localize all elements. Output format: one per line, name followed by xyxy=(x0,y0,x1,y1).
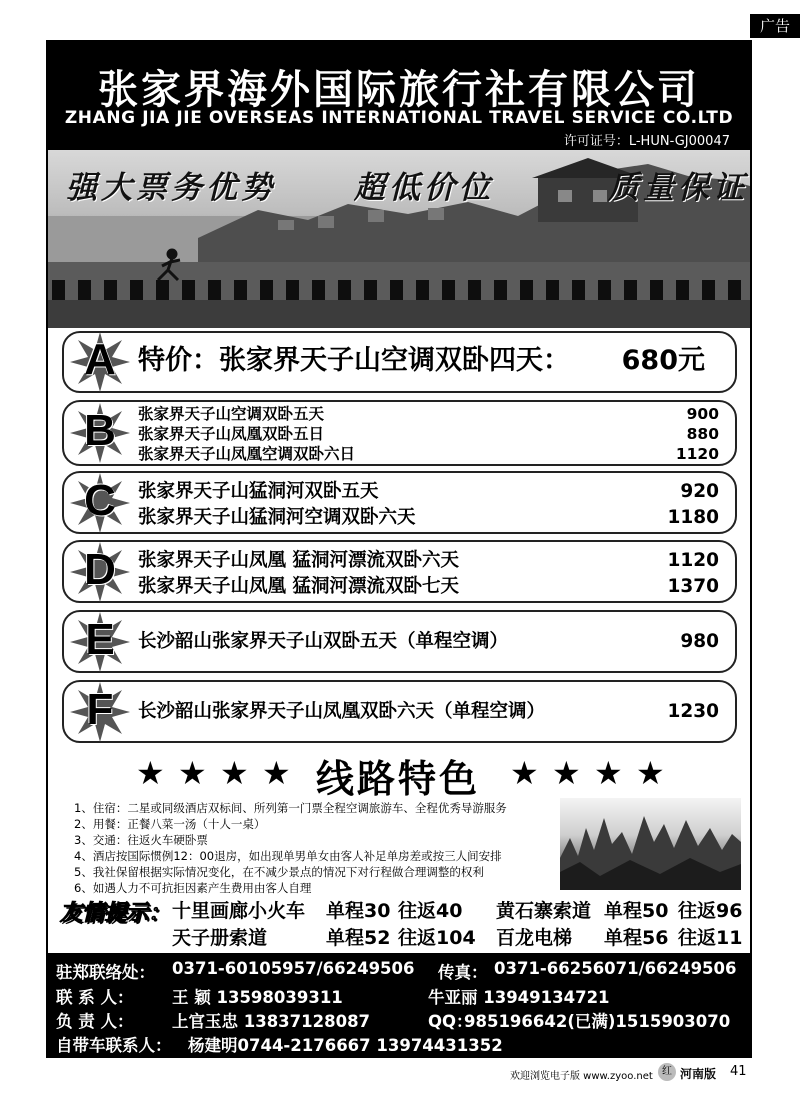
route-name: 张家界天子山凤凰 猛洞河漂流双卧六天 xyxy=(138,550,459,571)
edition-label: 河南版 xyxy=(680,1067,717,1081)
tip-oneway: 单程50 xyxy=(604,900,669,922)
slogan-price: 超低价位 xyxy=(354,170,494,206)
welcome-text: 欢迎浏览电子版 www.zyoo.net xyxy=(510,1071,653,1082)
tip-name: 黄石寨索道 xyxy=(496,900,592,922)
manager: 上官玉忠 13837128087 xyxy=(172,1012,371,1031)
fax-number: 0371-66256071/66249506 xyxy=(494,959,737,978)
route-price: 1120 xyxy=(667,550,719,571)
feature-item: 5、我社保留根据实际情况变化，在不减少景点的情况下对行程做合理调整的权利 xyxy=(74,865,484,879)
route-name: 张家界天子山凤凰双卧五日 xyxy=(138,425,325,443)
page-number: 41 xyxy=(730,1064,747,1079)
star-icon: ★ xyxy=(594,754,623,792)
office-phone: 0371-60105957/66249506 xyxy=(172,959,415,978)
feature-item: 6、如遇人力不可抗拒因素产生费用由客人自理 xyxy=(74,881,312,895)
tip-name: 百龙电梯 xyxy=(496,927,573,949)
edition-badge-icon: 红 xyxy=(658,1063,676,1081)
route-price: 1120 xyxy=(675,445,719,463)
footer xyxy=(430,1060,760,1086)
tip-oneway: 单程56 xyxy=(604,927,669,949)
tip-oneway: 单程52 xyxy=(326,927,391,949)
package-letter: E xyxy=(85,614,115,664)
scenic-banner xyxy=(48,150,750,328)
star-icon: ★ xyxy=(220,754,249,792)
package-f xyxy=(62,680,737,743)
driver-contact: 杨建明0744-2176667 13974431352 xyxy=(188,1036,503,1055)
feature-item: 4、酒店按国际惯例12：00退房，如出现单男单女由客人补足单房差或按三人间安排 xyxy=(74,849,502,863)
package-letter: A xyxy=(84,335,116,384)
fax-label: 传真： xyxy=(438,963,488,982)
contact-person-2: 牛亚丽 13949134721 xyxy=(428,988,610,1007)
star-icon: ★ xyxy=(510,754,539,792)
driver-label: 自带车联系人： xyxy=(56,1036,172,1055)
route-price: 880 xyxy=(686,425,719,443)
features-heading xyxy=(48,748,750,801)
route-name: 张家界天子山猛洞河空调双卧六天 xyxy=(138,507,416,528)
package-b xyxy=(62,400,737,466)
star-icon: ★ xyxy=(178,754,207,792)
contact-label: 联 系 人： xyxy=(56,988,134,1007)
tip-return: 往返11 xyxy=(678,927,743,949)
route-price: 1370 xyxy=(667,576,719,597)
package-letter: C xyxy=(84,475,116,525)
tips-label: 友情提示： xyxy=(60,901,171,926)
qq-label: QQ： xyxy=(428,1012,473,1031)
route-name: 张家界天子山猛洞河双卧五天 xyxy=(138,481,379,502)
feature-item: 1、住宿：二星或同级酒店双标间、所列第一门票全程空调旅游车、全程优秀导游服务 xyxy=(74,801,507,815)
tip-name: 天子册索道 xyxy=(172,927,268,949)
package-a xyxy=(62,331,737,393)
package-e xyxy=(62,610,737,673)
star-icon: ★ xyxy=(636,754,665,792)
route-name: 特价：张家界天子山空调双卧四天： xyxy=(138,345,570,376)
package-d xyxy=(62,540,737,603)
package-letter: F xyxy=(86,684,114,734)
header xyxy=(48,42,750,150)
star-icon: ★ xyxy=(552,754,581,792)
route-name: 张家界天子山空调双卧五天 xyxy=(138,405,325,423)
package-letter: D xyxy=(84,544,116,594)
qq-number: 985196642(已满)1515903070 xyxy=(464,1012,731,1031)
slogan-ticket: 强大票务优势 xyxy=(66,170,276,206)
slogan-quality: 质量保证 xyxy=(608,170,748,206)
route-name: 长沙韶山张家界天子山双卧五天（单程空调） xyxy=(138,631,509,652)
route-name: 张家界天子山凤凰空调双卧六日 xyxy=(138,445,356,463)
features-list xyxy=(74,800,564,896)
route-price: 680元 xyxy=(621,345,705,376)
tip-name: 十里画廊小火车 xyxy=(172,900,306,922)
contact-person-1: 王 颖 13598039311 xyxy=(172,988,343,1007)
mountain-photo xyxy=(560,798,741,890)
route-price: 980 xyxy=(680,631,719,652)
contact-block xyxy=(48,953,750,1056)
feature-item: 2、用餐：正餐八菜一汤（十人一桌） xyxy=(74,817,266,831)
company-name-cn: 张家界海外国际旅行社有限公司 xyxy=(98,67,700,113)
office-label: 驻郑联络处： xyxy=(56,963,155,982)
tip-return: 往返104 xyxy=(398,927,476,949)
feature-item: 3、交通：往返火车硬卧票 xyxy=(74,833,208,847)
route-name: 张家界天子山凤凰 猛洞河漂流双卧七天 xyxy=(138,576,459,597)
route-price: 920 xyxy=(680,481,719,502)
company-name-en: ZHANG JIA JIE OVERSEAS INTERNATIONAL TRAVEL SERVICE CO.LTD xyxy=(64,108,734,128)
route-price: 900 xyxy=(686,405,719,423)
route-name: 长沙韶山张家界天子山凤凰双卧六天（单程空调） xyxy=(138,701,546,722)
route-price: 1230 xyxy=(667,701,719,722)
features-title: 线路特色 xyxy=(316,757,481,801)
star-icon: ★ xyxy=(262,754,291,792)
mountain-peaks-illustration xyxy=(560,798,741,890)
tip-return: 往返40 xyxy=(398,900,463,922)
license-number: 许可证号：L-HUN-GJ00047 xyxy=(563,134,730,149)
package-c xyxy=(62,471,737,534)
tip-oneway: 单程30 xyxy=(326,900,391,922)
tip-return: 往返96 xyxy=(678,900,743,922)
manager-label: 负 责 人： xyxy=(56,1012,134,1031)
ad-tag: 广告 xyxy=(750,14,800,38)
route-price: 1180 xyxy=(667,507,719,528)
package-letter: B xyxy=(84,406,116,455)
star-icon: ★ xyxy=(136,754,165,792)
